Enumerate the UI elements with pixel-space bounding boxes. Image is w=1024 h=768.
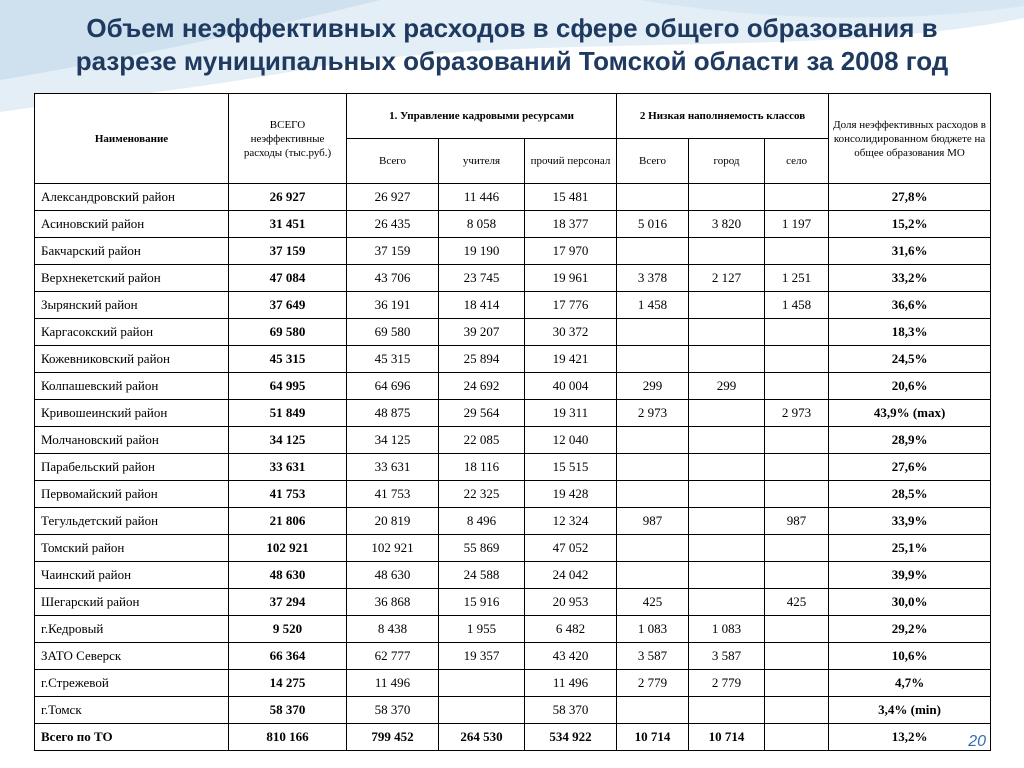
cell-share: 43,9% (max) <box>829 400 991 427</box>
cell-hr-teachers: 15 916 <box>439 589 525 616</box>
cell-share: 20,6% <box>829 373 991 400</box>
page-number: 20 <box>968 733 986 750</box>
cell-class-city <box>689 454 765 481</box>
header-group-class-fill: 2 Низкая наполняемость классов <box>617 94 829 139</box>
cell-class-village: 2 973 <box>765 400 829 427</box>
cell-class-all: 2 779 <box>617 670 689 697</box>
cell-share: 36,6% <box>829 292 991 319</box>
cell-total: 41 753 <box>229 481 347 508</box>
cell-share: 39,9% <box>829 562 991 589</box>
cell-name: г.Томск <box>35 697 229 724</box>
table-row <box>35 454 991 481</box>
cell-name: Бакчарский район <box>35 238 229 265</box>
cell-name: Каргасокский район <box>35 319 229 346</box>
cell-share: 27,6% <box>829 454 991 481</box>
cell-hr-teachers: 24 692 <box>439 373 525 400</box>
cell-hr-teachers: 264 530 <box>439 724 525 751</box>
cell-share: 15,2% <box>829 211 991 238</box>
table-row <box>35 670 991 697</box>
table-row <box>35 238 991 265</box>
table-row <box>35 373 991 400</box>
cell-name: Кожевниковский район <box>35 346 229 373</box>
cell-total: 48 630 <box>229 562 347 589</box>
cell-share: 27,8% <box>829 184 991 211</box>
cell-share: 28,9% <box>829 427 991 454</box>
cell-hr-all: 36 868 <box>347 589 439 616</box>
cell-class-all <box>617 319 689 346</box>
cell-hr-all: 102 921 <box>347 535 439 562</box>
cell-class-city: 1 083 <box>689 616 765 643</box>
header-name: Наименование <box>35 94 229 184</box>
cell-hr-other: 24 042 <box>525 562 617 589</box>
cell-total: 45 315 <box>229 346 347 373</box>
cell-class-all: 10 714 <box>617 724 689 751</box>
table-total-row <box>35 724 991 751</box>
cell-class-all: 2 973 <box>617 400 689 427</box>
cell-hr-all: 8 438 <box>347 616 439 643</box>
cell-hr-teachers: 29 564 <box>439 400 525 427</box>
cell-class-city: 2 127 <box>689 265 765 292</box>
table-row <box>35 292 991 319</box>
cell-hr-other: 534 922 <box>525 724 617 751</box>
cell-total: 66 364 <box>229 643 347 670</box>
cell-hr-other: 20 953 <box>525 589 617 616</box>
cell-class-city <box>689 292 765 319</box>
cell-hr-all: 45 315 <box>347 346 439 373</box>
cell-class-village <box>765 427 829 454</box>
table-row <box>35 643 991 670</box>
cell-hr-all: 11 496 <box>347 670 439 697</box>
table-row <box>35 319 991 346</box>
cell-hr-other: 17 776 <box>525 292 617 319</box>
cell-class-city: 10 714 <box>689 724 765 751</box>
table-row <box>35 616 991 643</box>
cell-name: Верхнекетский район <box>35 265 229 292</box>
cell-share: 33,9% <box>829 508 991 535</box>
table-row <box>35 400 991 427</box>
cell-total: 47 084 <box>229 265 347 292</box>
cell-share: 33,2% <box>829 265 991 292</box>
cell-class-city <box>689 535 765 562</box>
cell-class-village: 425 <box>765 589 829 616</box>
cell-class-all: 425 <box>617 589 689 616</box>
cell-hr-teachers: 8 496 <box>439 508 525 535</box>
cell-total: 14 275 <box>229 670 347 697</box>
cell-hr-other: 30 372 <box>525 319 617 346</box>
cell-class-village <box>765 184 829 211</box>
cell-hr-teachers <box>439 697 525 724</box>
cell-hr-other: 17 970 <box>525 238 617 265</box>
cell-class-city <box>689 481 765 508</box>
header-g2-all: Всего <box>617 139 689 184</box>
cell-total: 31 451 <box>229 211 347 238</box>
header-group-hr: 1. Управление кадровыми ресурсами <box>347 94 617 139</box>
cell-class-city <box>689 319 765 346</box>
cell-hr-all: 799 452 <box>347 724 439 751</box>
cell-hr-all: 34 125 <box>347 427 439 454</box>
cell-class-all <box>617 427 689 454</box>
cell-class-village <box>765 346 829 373</box>
cell-hr-other: 18 377 <box>525 211 617 238</box>
cell-name: г.Стрежевой <box>35 670 229 697</box>
cell-class-village <box>765 238 829 265</box>
cell-share: 18,3% <box>829 319 991 346</box>
cell-hr-teachers: 22 085 <box>439 427 525 454</box>
cell-hr-teachers: 19 357 <box>439 643 525 670</box>
cell-class-village <box>765 481 829 508</box>
header-g2-city: город <box>689 139 765 184</box>
cell-class-village: 1 458 <box>765 292 829 319</box>
cell-name: Колпашевский район <box>35 373 229 400</box>
cell-hr-other: 15 515 <box>525 454 617 481</box>
table-row <box>35 697 991 724</box>
table-header <box>35 94 991 184</box>
cell-share: 10,6% <box>829 643 991 670</box>
table-row <box>35 211 991 238</box>
cell-total: 37 159 <box>229 238 347 265</box>
cell-class-village <box>765 454 829 481</box>
cell-class-city: 3 587 <box>689 643 765 670</box>
table-row <box>35 562 991 589</box>
table-row <box>35 346 991 373</box>
cell-hr-all: 48 875 <box>347 400 439 427</box>
cell-class-all: 299 <box>617 373 689 400</box>
cell-class-city: 299 <box>689 373 765 400</box>
cell-hr-teachers: 24 588 <box>439 562 525 589</box>
cell-hr-all: 36 191 <box>347 292 439 319</box>
cell-name: Александровский район <box>35 184 229 211</box>
cell-total: 102 921 <box>229 535 347 562</box>
cell-total: 58 370 <box>229 697 347 724</box>
cell-class-all <box>617 535 689 562</box>
title-line-2: разрезе муниципальных образований Томской области за 2008 год <box>75 46 949 76</box>
cell-total: 9 520 <box>229 616 347 643</box>
cell-name: Молчановский район <box>35 427 229 454</box>
table-body <box>35 184 991 751</box>
cell-name: Всего по ТО <box>35 724 229 751</box>
cell-class-city <box>689 508 765 535</box>
cell-class-all <box>617 481 689 508</box>
cell-class-village <box>765 697 829 724</box>
cell-class-village: 987 <box>765 508 829 535</box>
cell-class-city: 3 820 <box>689 211 765 238</box>
header-g1-teachers: учителя <box>439 139 525 184</box>
cell-hr-teachers: 39 207 <box>439 319 525 346</box>
header-g2-village: село <box>765 139 829 184</box>
cell-hr-other: 43 420 <box>525 643 617 670</box>
cell-total: 37 294 <box>229 589 347 616</box>
cell-total: 37 649 <box>229 292 347 319</box>
title-line-1: Объем неэффективных расходов в сфере общего образования в <box>86 13 938 43</box>
cell-hr-other: 6 482 <box>525 616 617 643</box>
table-container <box>34 93 990 751</box>
cell-hr-teachers: 18 116 <box>439 454 525 481</box>
cell-hr-all: 64 696 <box>347 373 439 400</box>
cell-total: 33 631 <box>229 454 347 481</box>
cell-hr-other: 19 428 <box>525 481 617 508</box>
cell-class-village <box>765 724 829 751</box>
cell-class-city <box>689 427 765 454</box>
cell-name: Кривошеинский район <box>35 400 229 427</box>
cell-name: Парабельский район <box>35 454 229 481</box>
cell-hr-all: 62 777 <box>347 643 439 670</box>
cell-name: Тегульдетский район <box>35 508 229 535</box>
cell-total: 51 849 <box>229 400 347 427</box>
cell-class-all <box>617 184 689 211</box>
header-row-1 <box>35 94 991 139</box>
table-row <box>35 427 991 454</box>
cell-hr-other: 47 052 <box>525 535 617 562</box>
cell-hr-other: 58 370 <box>525 697 617 724</box>
cell-share: 25,1% <box>829 535 991 562</box>
cell-hr-all: 33 631 <box>347 454 439 481</box>
cell-class-all <box>617 454 689 481</box>
cell-class-all: 3 378 <box>617 265 689 292</box>
cell-hr-other: 40 004 <box>525 373 617 400</box>
cell-hr-other: 19 961 <box>525 265 617 292</box>
cell-hr-all: 41 753 <box>347 481 439 508</box>
cell-class-city: 2 779 <box>689 670 765 697</box>
cell-hr-all: 69 580 <box>347 319 439 346</box>
cell-class-all <box>617 697 689 724</box>
cell-class-city <box>689 562 765 589</box>
cell-class-city <box>689 697 765 724</box>
cell-share: 31,6% <box>829 238 991 265</box>
cell-class-village <box>765 373 829 400</box>
table-row <box>35 481 991 508</box>
cell-name: Зырянский район <box>35 292 229 319</box>
cell-class-city <box>689 346 765 373</box>
cell-name: Томский район <box>35 535 229 562</box>
cell-class-village <box>765 319 829 346</box>
header-total: ВСЕГО неэффективные расходы (тыс.руб.) <box>229 94 347 184</box>
cell-hr-all: 20 819 <box>347 508 439 535</box>
cell-hr-teachers: 23 745 <box>439 265 525 292</box>
cell-class-village <box>765 535 829 562</box>
cell-name: Шегарский район <box>35 589 229 616</box>
cell-share: 30,0% <box>829 589 991 616</box>
cell-hr-all: 37 159 <box>347 238 439 265</box>
cell-share: 28,5% <box>829 481 991 508</box>
cell-class-village <box>765 670 829 697</box>
cell-class-all: 987 <box>617 508 689 535</box>
cell-class-all <box>617 238 689 265</box>
page-title <box>0 12 1024 78</box>
cell-class-village <box>765 562 829 589</box>
cell-share: 29,2% <box>829 616 991 643</box>
cell-class-all: 5 016 <box>617 211 689 238</box>
cell-hr-teachers: 25 894 <box>439 346 525 373</box>
cell-name: Чаинский район <box>35 562 229 589</box>
cell-total: 810 166 <box>229 724 347 751</box>
cell-total: 21 806 <box>229 508 347 535</box>
cell-hr-teachers: 1 955 <box>439 616 525 643</box>
cell-class-city <box>689 238 765 265</box>
cell-share: 3,4% (min) <box>829 697 991 724</box>
cell-total: 34 125 <box>229 427 347 454</box>
cell-class-all: 3 587 <box>617 643 689 670</box>
cell-class-all: 1 083 <box>617 616 689 643</box>
cell-name: Первомайский район <box>35 481 229 508</box>
cell-share: 13,2% <box>829 724 991 751</box>
table-row <box>35 535 991 562</box>
cell-hr-other: 19 311 <box>525 400 617 427</box>
cell-hr-other: 12 324 <box>525 508 617 535</box>
cell-name: Асиновский район <box>35 211 229 238</box>
cell-total: 26 927 <box>229 184 347 211</box>
cell-total: 69 580 <box>229 319 347 346</box>
expenses-table <box>34 93 991 751</box>
cell-hr-other: 19 421 <box>525 346 617 373</box>
header-g1-other: прочий персонал <box>525 139 617 184</box>
cell-hr-teachers: 22 325 <box>439 481 525 508</box>
table-row <box>35 265 991 292</box>
table-row <box>35 184 991 211</box>
cell-hr-teachers <box>439 670 525 697</box>
cell-share: 4,7% <box>829 670 991 697</box>
cell-name: ЗАТО Северск <box>35 643 229 670</box>
cell-hr-teachers: 19 190 <box>439 238 525 265</box>
cell-class-city <box>689 589 765 616</box>
cell-hr-all: 43 706 <box>347 265 439 292</box>
cell-class-village <box>765 643 829 670</box>
table-row <box>35 508 991 535</box>
cell-hr-teachers: 8 058 <box>439 211 525 238</box>
cell-hr-other: 15 481 <box>525 184 617 211</box>
cell-hr-teachers: 55 869 <box>439 535 525 562</box>
cell-hr-other: 12 040 <box>525 427 617 454</box>
cell-total: 64 995 <box>229 373 347 400</box>
cell-class-city <box>689 400 765 427</box>
cell-class-all: 1 458 <box>617 292 689 319</box>
cell-class-all <box>617 346 689 373</box>
cell-hr-all: 58 370 <box>347 697 439 724</box>
header-share: Доля неэффективных расходов в консолидированном бюджете на общее образования МО <box>829 94 991 184</box>
cell-hr-all: 48 630 <box>347 562 439 589</box>
cell-class-village: 1 197 <box>765 211 829 238</box>
cell-hr-all: 26 435 <box>347 211 439 238</box>
cell-hr-teachers: 11 446 <box>439 184 525 211</box>
cell-share: 24,5% <box>829 346 991 373</box>
cell-class-village: 1 251 <box>765 265 829 292</box>
cell-class-village <box>765 616 829 643</box>
header-g1-all: Всего <box>347 139 439 184</box>
table-row <box>35 589 991 616</box>
cell-hr-all: 26 927 <box>347 184 439 211</box>
cell-class-city <box>689 184 765 211</box>
cell-name: г.Кедровый <box>35 616 229 643</box>
cell-class-all <box>617 562 689 589</box>
cell-hr-teachers: 18 414 <box>439 292 525 319</box>
cell-hr-other: 11 496 <box>525 670 617 697</box>
